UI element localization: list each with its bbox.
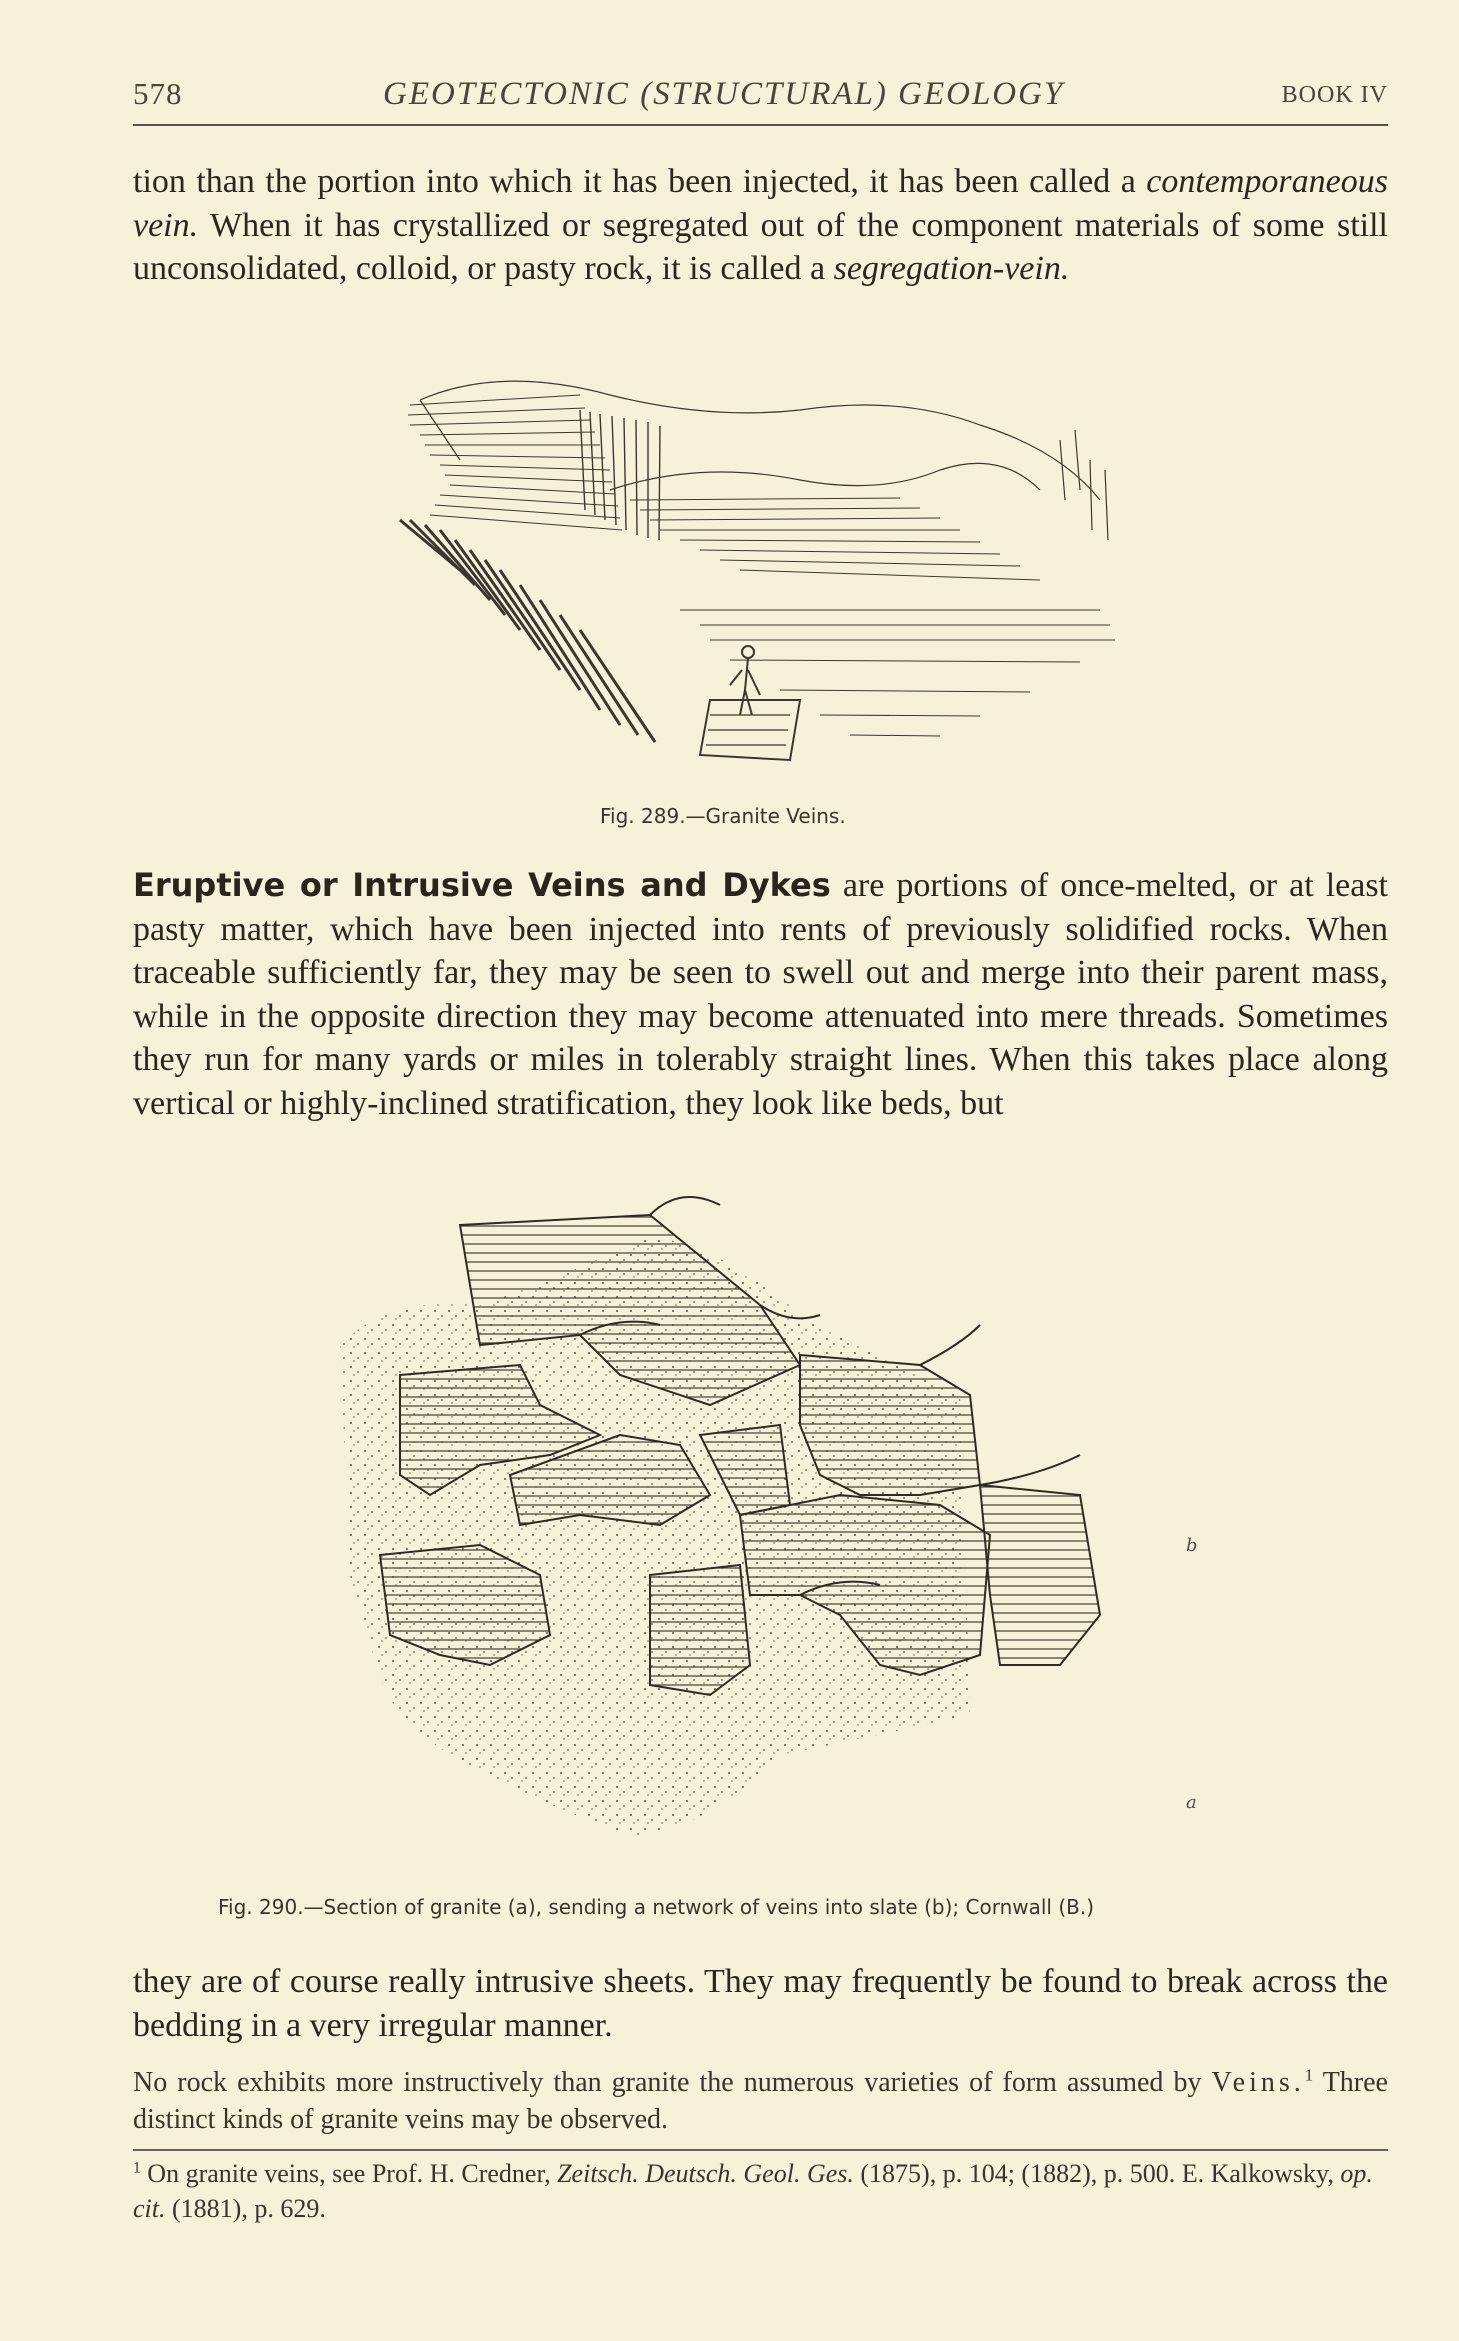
figure-289-caption: Fig. 289.—Granite Veins. xyxy=(600,804,846,828)
paragraph-granite-veins xyxy=(133,2064,1388,2138)
para4-text-b: Three distinct kinds of granite veins may be observed. xyxy=(133,2067,1388,2135)
slate-block xyxy=(800,1355,980,1495)
footnote xyxy=(133,2156,1388,2226)
paragraph-eruptive-veins xyxy=(133,864,1388,1125)
footnote-text-c: (1881), p. 629. xyxy=(165,2194,326,2223)
footnote-journal: Zeitsch. Deutsch. Geol. Ges. xyxy=(557,2159,854,2188)
figure-290-caption: Fig. 290.—Section of granite (a), sending a network of veins into slate (b); Cornwall (B.) xyxy=(218,1895,1095,1919)
running-header xyxy=(133,76,1388,126)
label-a-granite: a xyxy=(1186,1792,1197,1813)
footnote-marker: 1 xyxy=(133,2159,141,2177)
spaced-term-veins: Veins. xyxy=(1211,2067,1305,2098)
footnote-divider xyxy=(133,2149,1388,2151)
term-segregation-vein: segregation-vein. xyxy=(833,250,1070,287)
paragraph-contemporaneous-vein xyxy=(133,160,1388,291)
para1-text-b: When it has crystallized or segregated out of the component materials of some still unconsolidated, colloid, or pasty rock, it is called a xyxy=(133,206,1388,287)
label-b-slate: b xyxy=(1186,1535,1198,1556)
footnote-opcit: op. cit. xyxy=(133,2159,1373,2223)
footnote-reference: 1 xyxy=(1304,2065,1314,2085)
para2-text: are portions of once-melted, or at least pasty matter, which have been injected into rents of previously solidified rocks. When traceable sufficiently far, they may be seen to swell out and merge into their parent mass, while in the opposite direction they may become attenuated into mere threads. Sometimes they run for many yards or miles in tolerably straight lines. When this takes place along vertical or highly-inclined stratification, they look like beds, but xyxy=(133,867,1389,1122)
paragraph-intrusive-sheets xyxy=(133,1960,1388,2047)
footnote-text-b: (1875), p. 104; (1882), p. 500. E. Kalkowsky, xyxy=(853,2159,1341,2188)
book-number: BOOK IV xyxy=(1281,82,1388,108)
figure-289-granite-veins-engraving xyxy=(380,370,1140,790)
running-title: GEOTECTONIC (STRUCTURAL) GEOLOGY xyxy=(383,76,1065,112)
slate-block xyxy=(980,1485,1100,1665)
figure-290-granite-slate-section xyxy=(320,1195,1200,1875)
section-heading-eruptive-veins: Eruptive or Intrusive Veins and Dykes xyxy=(133,866,831,904)
slate-block xyxy=(650,1565,750,1695)
term-contemporaneous-vein: contemporaneous vein. xyxy=(133,163,1388,244)
page-number: 578 xyxy=(133,76,183,111)
para3-text: they are of course really intrusive sheets. They may frequently be found to break across the bedding in a very irregular manner. xyxy=(133,1963,1388,2044)
para1-text-a: tion than the portion into which it has been injected, it has been called a xyxy=(133,163,1147,200)
para4-text-a: No rock exhibits more instructively than granite the numerous varieties of form assumed by xyxy=(133,2067,1212,2098)
footnote-text-a: On granite veins, see Prof. H. Credner, xyxy=(140,2159,558,2188)
